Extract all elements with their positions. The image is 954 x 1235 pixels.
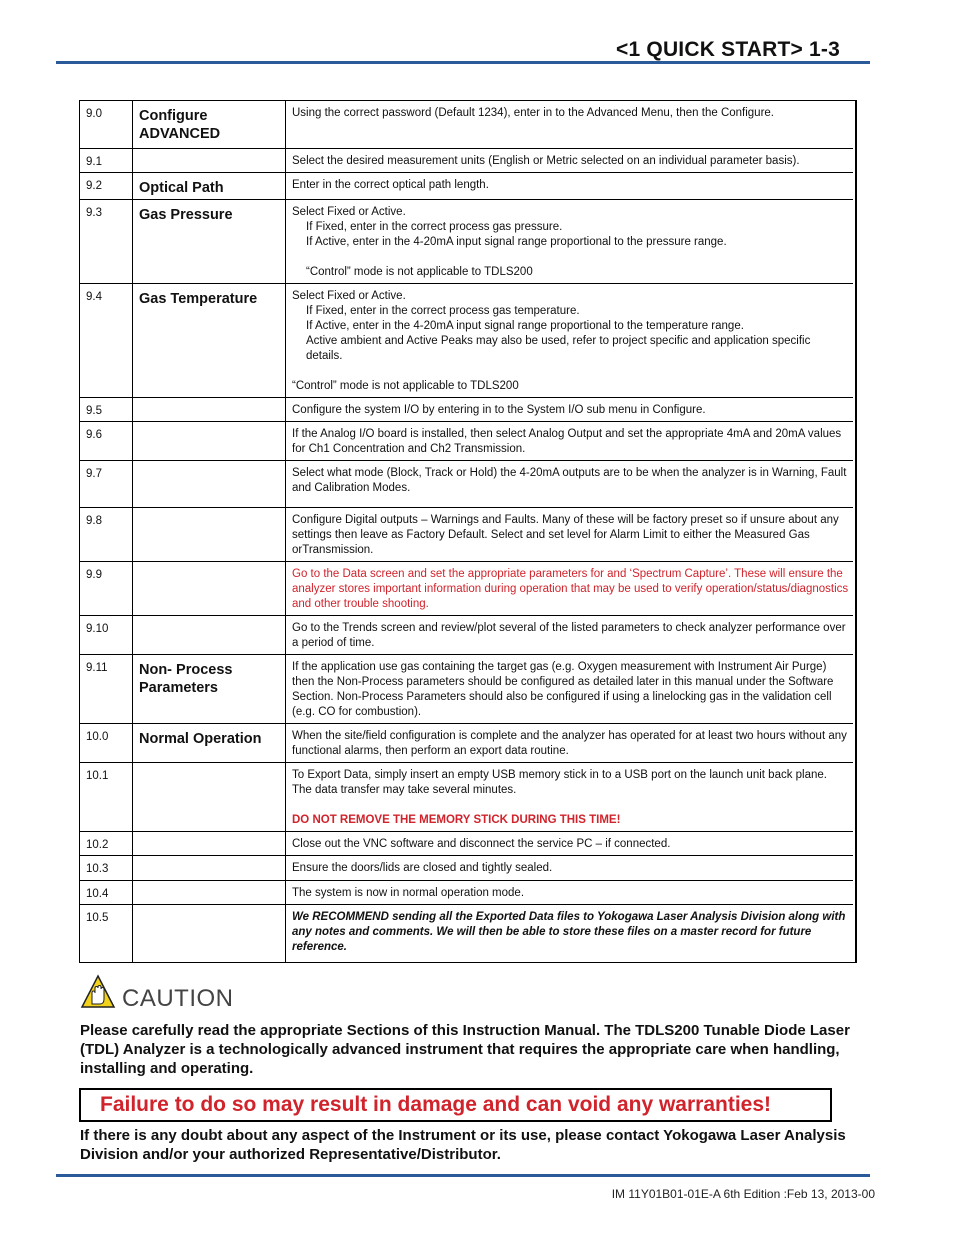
step-description: Ensure the doors/lids are closed and tightly sealed. bbox=[286, 855, 854, 880]
step-description: Select Fixed or Active. If Fixed, enter in the correct process gas temperature. If Active, enter in the 4-20mA input signal range proportional to the temperature range. Active ambient and Active Peaks may also be used, refer to project specific and application specific details. “Control” mode is not applicable to TDLS200 bbox=[286, 283, 854, 397]
step-number: 9.10 bbox=[80, 615, 133, 654]
step-description: We RECOMMEND sending all the Exported Data files to Yokogawa Laser Analysis Division along with any notes and comments. We will then be able to store these files on a master record for future reference. bbox=[286, 904, 854, 962]
step-description: Go to the Trends screen and review/plot several of the listed parameters to check analyzer performance over a period of time. bbox=[286, 615, 854, 654]
warranty-warning-text: Failure to do so may result in damage and can void any warranties! bbox=[100, 1093, 772, 1116]
step-number: 10.5 bbox=[80, 904, 133, 962]
table-row bbox=[80, 855, 853, 880]
step-number: 10.1 bbox=[80, 762, 133, 831]
step-description: The system is now in normal operation mode. bbox=[286, 880, 854, 904]
warranty-warning-box bbox=[79, 1088, 832, 1122]
step-title bbox=[133, 904, 286, 962]
step-number: 10.4 bbox=[80, 880, 133, 904]
table-row bbox=[80, 148, 853, 172]
table-row bbox=[80, 421, 853, 460]
table-row bbox=[80, 880, 853, 904]
procedure-table bbox=[79, 100, 857, 963]
step-title: Optical Path bbox=[133, 172, 286, 199]
step-number: 9.2 bbox=[80, 172, 133, 199]
step-number: 9.3 bbox=[80, 199, 133, 283]
step-number: 10.2 bbox=[80, 831, 133, 855]
step-title bbox=[133, 855, 286, 880]
step-description: If the Analog I/O board is installed, then select Analog Output and set the appropriate 4mA and 20mA values for Ch1 Concentration and Ch2 Transmission. bbox=[286, 421, 854, 460]
step-title: Configure ADVANCED bbox=[133, 101, 286, 148]
table-row bbox=[80, 561, 853, 615]
step-description: Select what mode (Block, Track or Hold) the 4-20mA outputs are to be when the analyzer is in Warning, Fault and Calibration Modes. bbox=[286, 460, 854, 507]
table-row bbox=[80, 762, 853, 831]
page-title: <1 QUICK START> 1-3 bbox=[616, 38, 840, 61]
step-number: 9.11 bbox=[80, 654, 133, 723]
table-row bbox=[80, 507, 853, 561]
document-id: IM 11Y01B01-01E-A 6th Edition :Feb 13, 2013-00 bbox=[611, 1187, 875, 1201]
step-number: 9.6 bbox=[80, 421, 133, 460]
step-number: 10.0 bbox=[80, 723, 133, 762]
step-description: To Export Data, simply insert an empty USB memory stick in to a USB port on the launch unit back plane. The data transfer may take several minutes. DO NOT REMOVE THE MEMORY STICK DURING THIS TIME! bbox=[286, 762, 854, 831]
step-title bbox=[133, 762, 286, 831]
step-description: If the application use gas containing the target gas (e.g. Oxygen measurement with Instrument Air Purge) then the Non-Process parameters should be configured as detailed later in this manual under the Software Section. Non-Process Parameters should also be configured if using a linelocking gas in the validation cell (e.g. CO for combustion). bbox=[286, 654, 854, 723]
table-row bbox=[80, 831, 853, 855]
footer-rule bbox=[56, 1174, 870, 1177]
table-row bbox=[80, 397, 853, 421]
step-title bbox=[133, 507, 286, 561]
table-row bbox=[80, 460, 853, 507]
step-title: Non- Process Parameters bbox=[133, 654, 286, 723]
step-description: Enter in the correct optical path length. bbox=[286, 172, 854, 199]
contact-paragraph: If there is any doubt about any aspect of the Instrument or its use, please contact Yokogawa Laser Analysis Division and/or your authorized Representative/Distributor. bbox=[80, 1127, 846, 1163]
step-number: 10.3 bbox=[80, 855, 133, 880]
step-title bbox=[133, 148, 286, 172]
table-row bbox=[80, 904, 853, 962]
step-number: 9.8 bbox=[80, 507, 133, 561]
step-number: 9.0 bbox=[80, 101, 133, 148]
step-description: When the site/field configuration is complete and the analyzer has operated for at least two hours without any functional alarms, then perform an export data routine. bbox=[286, 723, 854, 762]
step-title bbox=[133, 561, 286, 615]
table-row bbox=[80, 172, 853, 199]
step-number: 9.7 bbox=[80, 460, 133, 507]
caution-label: CAUTION bbox=[122, 985, 234, 1012]
table-row bbox=[80, 199, 853, 283]
step-title bbox=[133, 460, 286, 507]
step-title bbox=[133, 397, 286, 421]
step-number: 9.1 bbox=[80, 148, 133, 172]
step-title: Normal Operation bbox=[133, 723, 286, 762]
table-row bbox=[80, 101, 853, 148]
step-description: Select the desired measurement units (English or Metric selected on an individual parameter basis). bbox=[286, 148, 854, 172]
caution-paragraph: Please carefully read the appropriate Sections of this Instruction Manual. The TDLS200 Tunable Diode Laser (TDL) Analyzer is a technologically advanced instrument that requires the appropriate care when handling, installing and operating. bbox=[80, 1022, 850, 1077]
warning-text: DO NOT REMOVE THE MEMORY STICK DURING THIS TIME! bbox=[292, 813, 621, 826]
step-description: Go to the Data screen and set the appropriate parameters for and ‘Spectrum Capture’. These will ensure the analyzer stores important information during operation that may be used to verify operation/status/diagnostics and other trouble shooting. bbox=[286, 561, 854, 615]
step-description: Configure the system I/O by entering in to the System I/O sub menu in Configure. bbox=[286, 397, 854, 421]
step-description: Close out the VNC software and disconnect the service PC – if connected. bbox=[286, 831, 854, 855]
caution-hand-icon bbox=[80, 974, 116, 1010]
table-row bbox=[80, 723, 853, 762]
step-title bbox=[133, 615, 286, 654]
step-description: Using the correct password (Default 1234), enter in to the Advanced Menu, then the Configure. bbox=[292, 107, 775, 119]
step-title: Gas Pressure bbox=[133, 199, 286, 283]
table-row bbox=[80, 615, 853, 654]
step-title: Gas Temperature bbox=[133, 283, 286, 397]
step-title bbox=[133, 831, 286, 855]
table-row bbox=[80, 283, 853, 397]
table-row bbox=[80, 654, 853, 723]
step-number: 9.9 bbox=[80, 561, 133, 615]
step-number: 9.5 bbox=[80, 397, 133, 421]
step-description: Select Fixed or Active. If Fixed, enter in the correct process gas pressure. If Active, enter in the 4-20mA input signal range proportional to the pressure range. “Control” mode is not applicable to TDLS200 bbox=[286, 199, 854, 283]
step-title bbox=[133, 421, 286, 460]
step-description: Configure Digital outputs – Warnings and Faults. Many of these will be factory preset so if unsure about any settings then leave as Factory Default. Select and set level for Alarm Limit to either the Measured Gas orTransmission. bbox=[286, 507, 854, 561]
step-title bbox=[133, 880, 286, 904]
header-rule bbox=[56, 61, 870, 64]
step-number: 9.4 bbox=[80, 283, 133, 397]
